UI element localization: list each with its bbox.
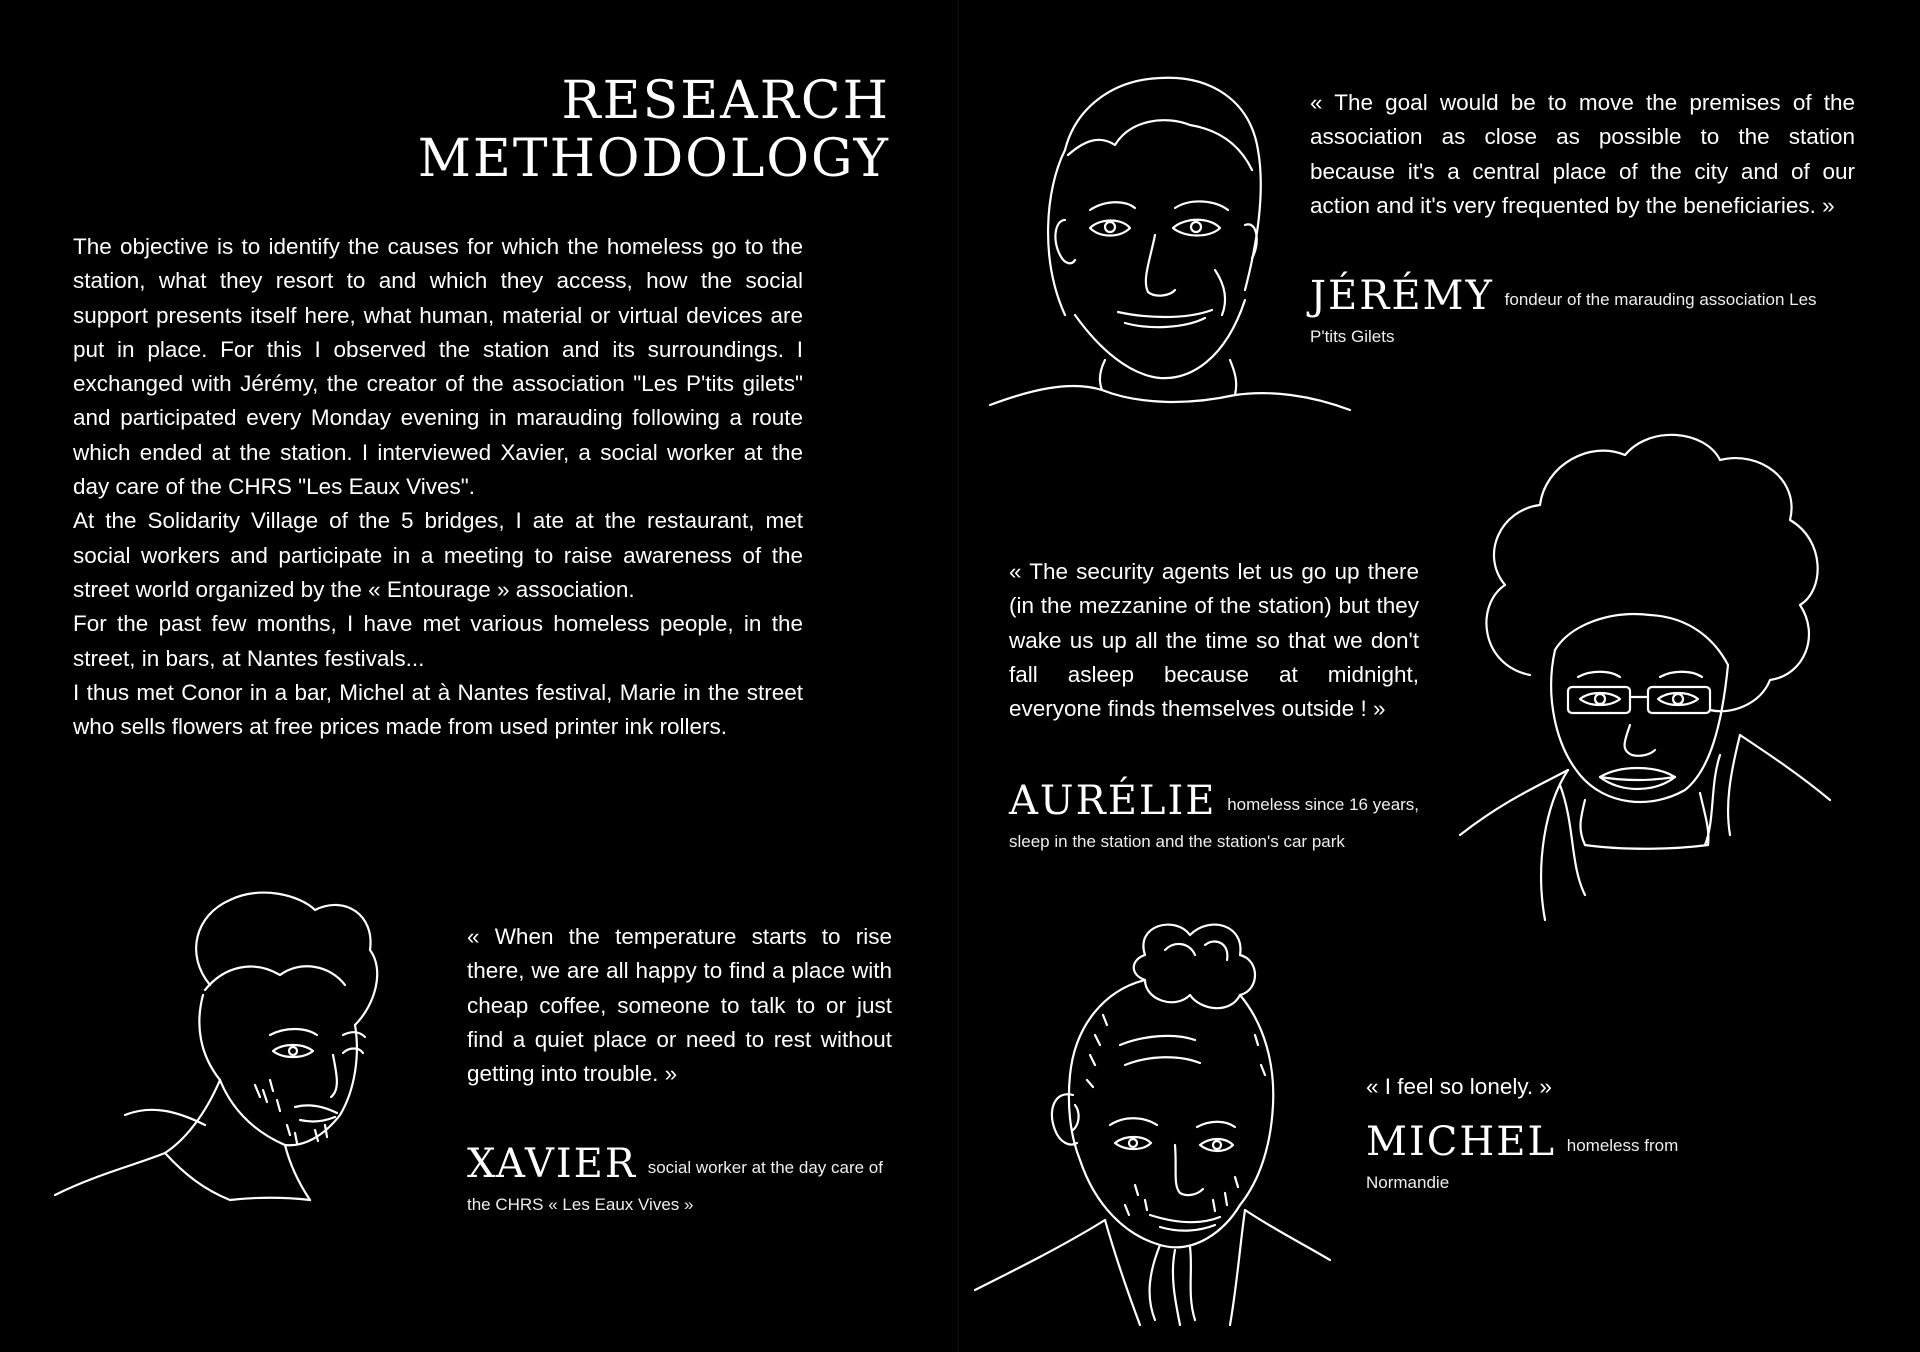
xavier-role: social worker at the day care of the CHRS « Les Eaux Vives » [467,1158,883,1214]
intro-text [73,230,803,744]
xavier-name: XAVIER [467,1141,637,1187]
aurelie-portrait-drawing [1460,425,1840,925]
page-title [418,72,890,188]
intro-paragraph: At the Solidarity Village of the 5 bridges, I ate at the restaurant, met social workers and participate in a meeting to raise awareness of the street world organized by the « Entourage » association. [73,508,803,602]
title-line-2: METHODOLOGY [417,129,890,189]
michel-portrait-drawing [975,915,1335,1335]
jeremy-portrait-drawing [990,60,1360,420]
aurelie-quote: « The security agents let us go up there (in the mezzanine of the station) but they wake us up all the time so that we don't fall asleep because at midnight, everyone finds themselves outside ! » [1009,559,1419,722]
jeremy-role: fondeur of the marauding association Les P'tits Gilets [1310,290,1817,346]
intro-paragraph: The objective is to identify the causes for which the homeless go to the station, what they resort to and which they access, how the social support presents itself here, what human, material or virtual devices are put in place. For this I observed the station and its surroundings. I exchanged with Jérémy, the creator of the association "Les P'tits gilets" and participated every Monday evening in marauding following a route which ended at the station. I interviewed Xavier, a social worker at the day care of the CHRS "Les Eaux Vives". [73,234,803,500]
jeremy-name: JÉRÉMY [1310,273,1494,319]
michel-role: homeless from Normandie [1366,1136,1679,1192]
title-line-1: RESEARCH [561,71,890,131]
aurelie-name: AURÉLIE [1009,778,1217,824]
xavier-attribution [467,1141,892,1223]
michel-name: MICHEL [1366,1119,1557,1165]
aurelie-attribution [1009,778,1429,860]
intro-paragraph: I thus met Conor in a bar, Michel at à Nantes festival, Marie in the street who sells flowers at free prices made from used printer ink rollers. [73,679,803,740]
jeremy-quote: « The goal would be to move the premises of the association as close as possible to the station because it's a central place of the city and of our action and it's very frequented by the beneficiaries. » [1310,90,1855,218]
intro-paragraph: For the past few months, I have met various homeless people, in the street, in bars, at Nantes festivals... [73,611,803,671]
michel-quote: « I feel so lonely. » [1366,1074,1552,1099]
michel-attribution [1366,1119,1766,1201]
xavier-portrait-drawing [55,875,435,1205]
jeremy-attribution [1310,273,1855,355]
xavier-quote: « When the temperature starts to rise there, we are all happy to find a place with cheap coffee, someone to talk to or just find a quiet place or need to rest without getting into trouble. » [467,924,892,1087]
page-fold [958,0,959,1352]
aurelie-role: homeless since 16 years, sleep in the station and the station's car park [1009,795,1420,851]
